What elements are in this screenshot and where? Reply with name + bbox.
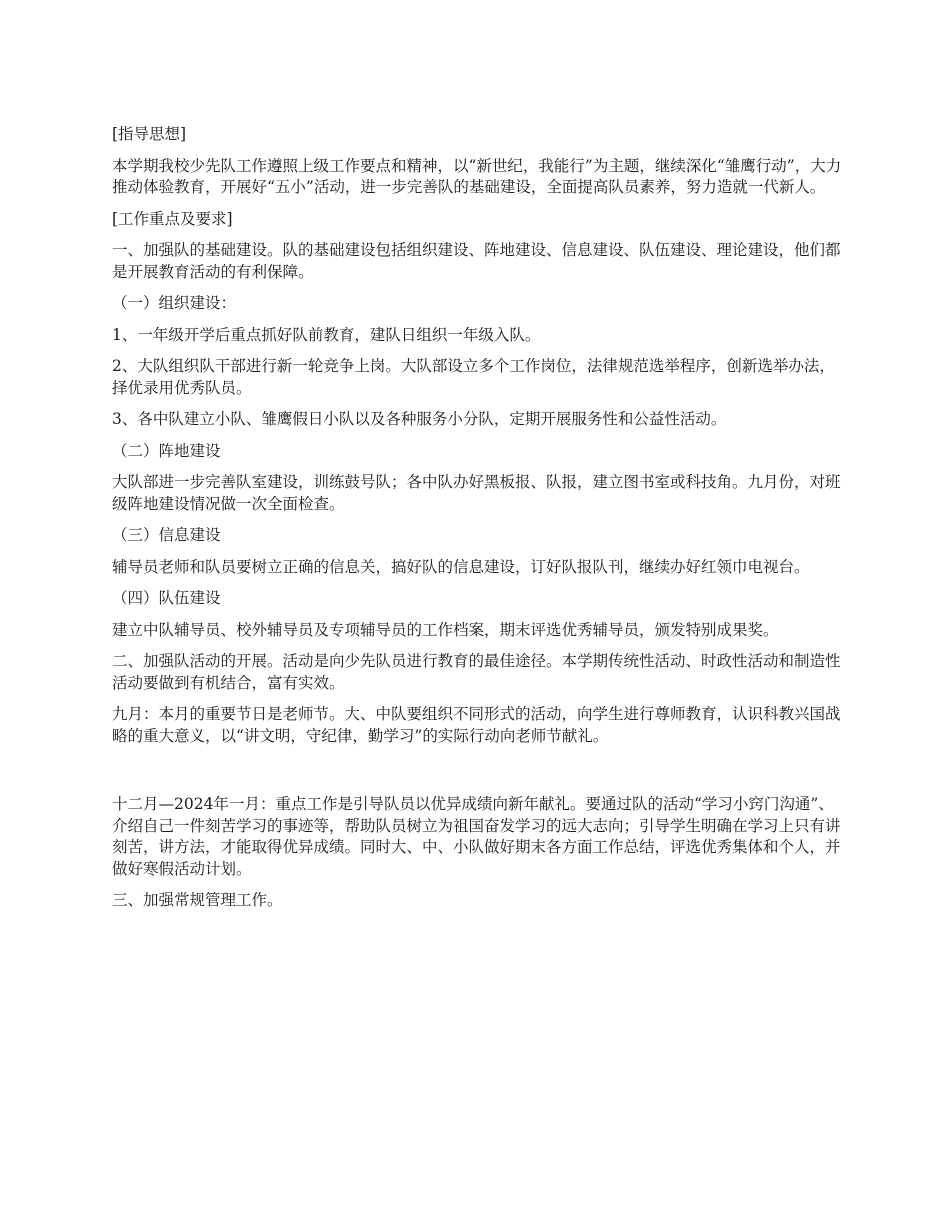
blank-spacer	[112, 757, 842, 794]
paragraph-section-two: 二、加强队活动的开展。活动是向少先队员进行教育的最佳途径。本学期传统性活动、时政性活动和制造性活动要做到有机结合，富有实效。	[112, 652, 841, 692]
heading-guiding-ideology: [指导思想]	[112, 125, 187, 143]
subheading-information: （三）信息建设	[112, 526, 221, 544]
document-body	[112, 124, 842, 922]
subheading-position: （二）阵地建设	[112, 441, 221, 460]
paragraph-item-2: 2、大队组织队干部进行新一轮竞争上岗。大队部设立多个工作岗位，法律规范选举程序，创新选举办法，择优录用优秀队员。	[112, 357, 835, 397]
paragraph-item-1: 1、一年级开学后重点抓好队前教育，建队日组织一年级入队。	[112, 325, 541, 344]
paragraph-december: 十二月—2024年一月：重点工作是引导队员以优异成绩向新年献礼。要通过队的活动“学习小窍门沟通”、介绍自己一件刻苦学习的事迹等，帮助队员树立为祖国奋发学习的远大志向；引导学生明确在学习上只有讲刻苦，讲方法，才能取得优异成绩。同时大、中、小队做好期末各方面工作总结，评选优秀集体和个人，并做好寒假活动计划。	[112, 795, 841, 878]
paragraph-position: 大队部进一步完善队室建设，训练鼓号队；各中队办好黑板报、队报，建立图书室或科技角。九月份，对班级阵地建设情况做一次全面检查。	[112, 473, 841, 513]
subheading-organization: （一）组织建设：	[112, 294, 237, 312]
paragraph-section-one: 一、加强队的基础建设。队的基础建设包括组织建设、阵地建设、信息建设、队伍建设、理论建设，他们都是开展教育活动的有利保障。	[112, 241, 841, 281]
paragraph-information: 辅导员老师和队员要树立正确的信息关，搞好队的信息建设，订好队报队刊，继续办好红领巾电视台。	[112, 557, 810, 576]
paragraph-september: 九月：本月的重要节日是老师节。大、中队要组织不同形式的活动，向学生进行尊师教育，认识科教兴国战略的重大意义，以“讲文明，守纪律，勤学习”的实际行动向老师节献礼。	[112, 705, 841, 745]
paragraph-item-3: 3、各中队建立小队、雏鹰假日小队以及各种服务小分队，定期开展服务性和公益性活动。	[112, 410, 727, 428]
paragraph-section-three: 三、加强常规管理工作。	[112, 891, 283, 909]
subheading-team: （四）队伍建设	[112, 589, 221, 607]
paragraph-team: 建立中队辅导员、校外辅导员及专项辅导员的工作档案，期末评选优秀辅导员，颁发特别成果奖。	[112, 620, 779, 639]
paragraph-intro: 本学期我校少先队工作遵照上级工作要点和精神，以“新世纪，我能行”为主题，继续深化“雏鹰行动”，大力推动体验教育，开展好“五小”活动，进一步完善队的基础建设，全面提高队员素养，努力造就一代新人。	[112, 156, 842, 196]
heading-work-focus: [工作重点及要求]	[112, 209, 233, 228]
